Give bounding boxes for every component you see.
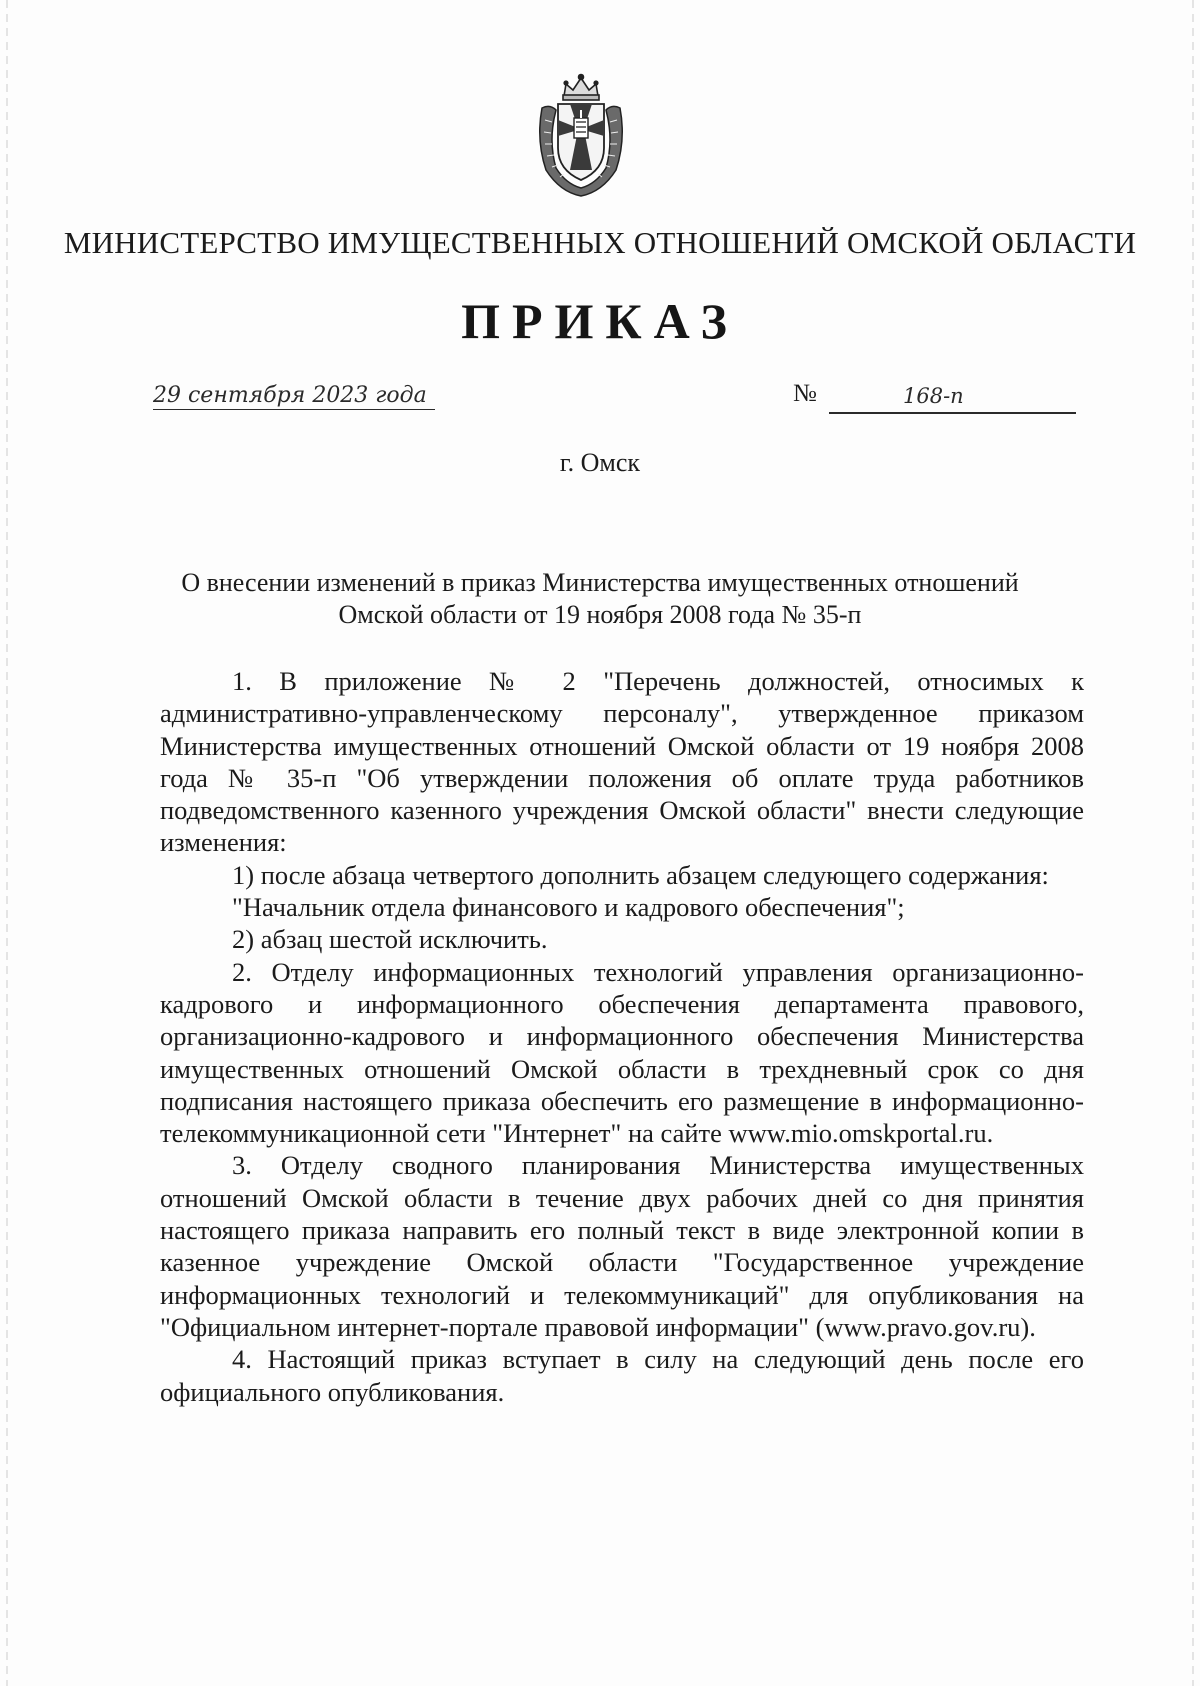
paragraph-item-3: 3. Отделу сводного планирования Министерства имущественных отношений Омской области в течение двух рабочих дней со дня принятия настоящего приказа направить его полный текст в виде электронной копии в казенное учреждение Омской области "Государственное учреждение информационных технологий и телекоммуникаций" для опубликования на "Официальном интернет-портале правовой информации" (www.pravo.gov.ru).	[160, 1150, 1084, 1342]
order-number: 168-п	[903, 384, 964, 408]
document-type-title: ПРИКАЗ	[461, 293, 739, 349]
number-sign: №	[793, 380, 817, 407]
paragraph-item-4: 4. Настоящий приказ вступает в силу на следующий день после его официального опубликования.	[160, 1344, 1084, 1407]
paragraph-subitem-2: 2) абзац шестой исключить.	[232, 924, 548, 955]
issue-city: г. Омск	[559, 448, 641, 477]
order-date: 29 сентября 2023 года	[153, 383, 435, 410]
order-body	[160, 665, 1084, 1408]
order-subject: О внесении изменений в приказ Министерства имущественных отношений Омской области от 19 ноября 2008 года № 35-п	[181, 568, 1019, 629]
paragraph-subitem-1: 1) после абзаца четвертого дополнить абзацем следующего содержания:	[232, 859, 1049, 890]
paragraph-item-2: 2. Отделу информационных технологий управления организационно-кадрового и информационного обеспечения департамента правового, организационно-кадрового и информационного обеспечения Министерства имущественных отношений Омской области в трехдневный срок со дня подписания настоящего приказа обеспечить его размещение в информационно-телекоммуникационной сети "Интернет" на сайте www.mio.omskportal.ru.	[160, 956, 1084, 1149]
coat-of-arms-emblem	[530, 70, 632, 198]
order-number-field	[793, 380, 1076, 414]
paragraph-item-1: 1. В приложение № 2 "Перечень должностей, относимых к административно-управленческому персоналу", утвержденное приказом Министерства имущественных отношений Омской области от 19 ноября 2008 года № 35-п "Об утверждении положения об оплате труда работников подведомственного казенного учреждения Омской области" внести следующие изменения:	[160, 666, 1084, 858]
ministry-name: МИНИСТЕРСТВО ИМУЩЕСТВЕННЫХ ОТНОШЕНИЙ ОМСКОЙ ОБЛАСТИ	[63, 225, 1137, 260]
paragraph-quote: "Начальник отдела финансового и кадрового обеспечения";	[232, 892, 905, 923]
number-underline	[829, 412, 1076, 414]
